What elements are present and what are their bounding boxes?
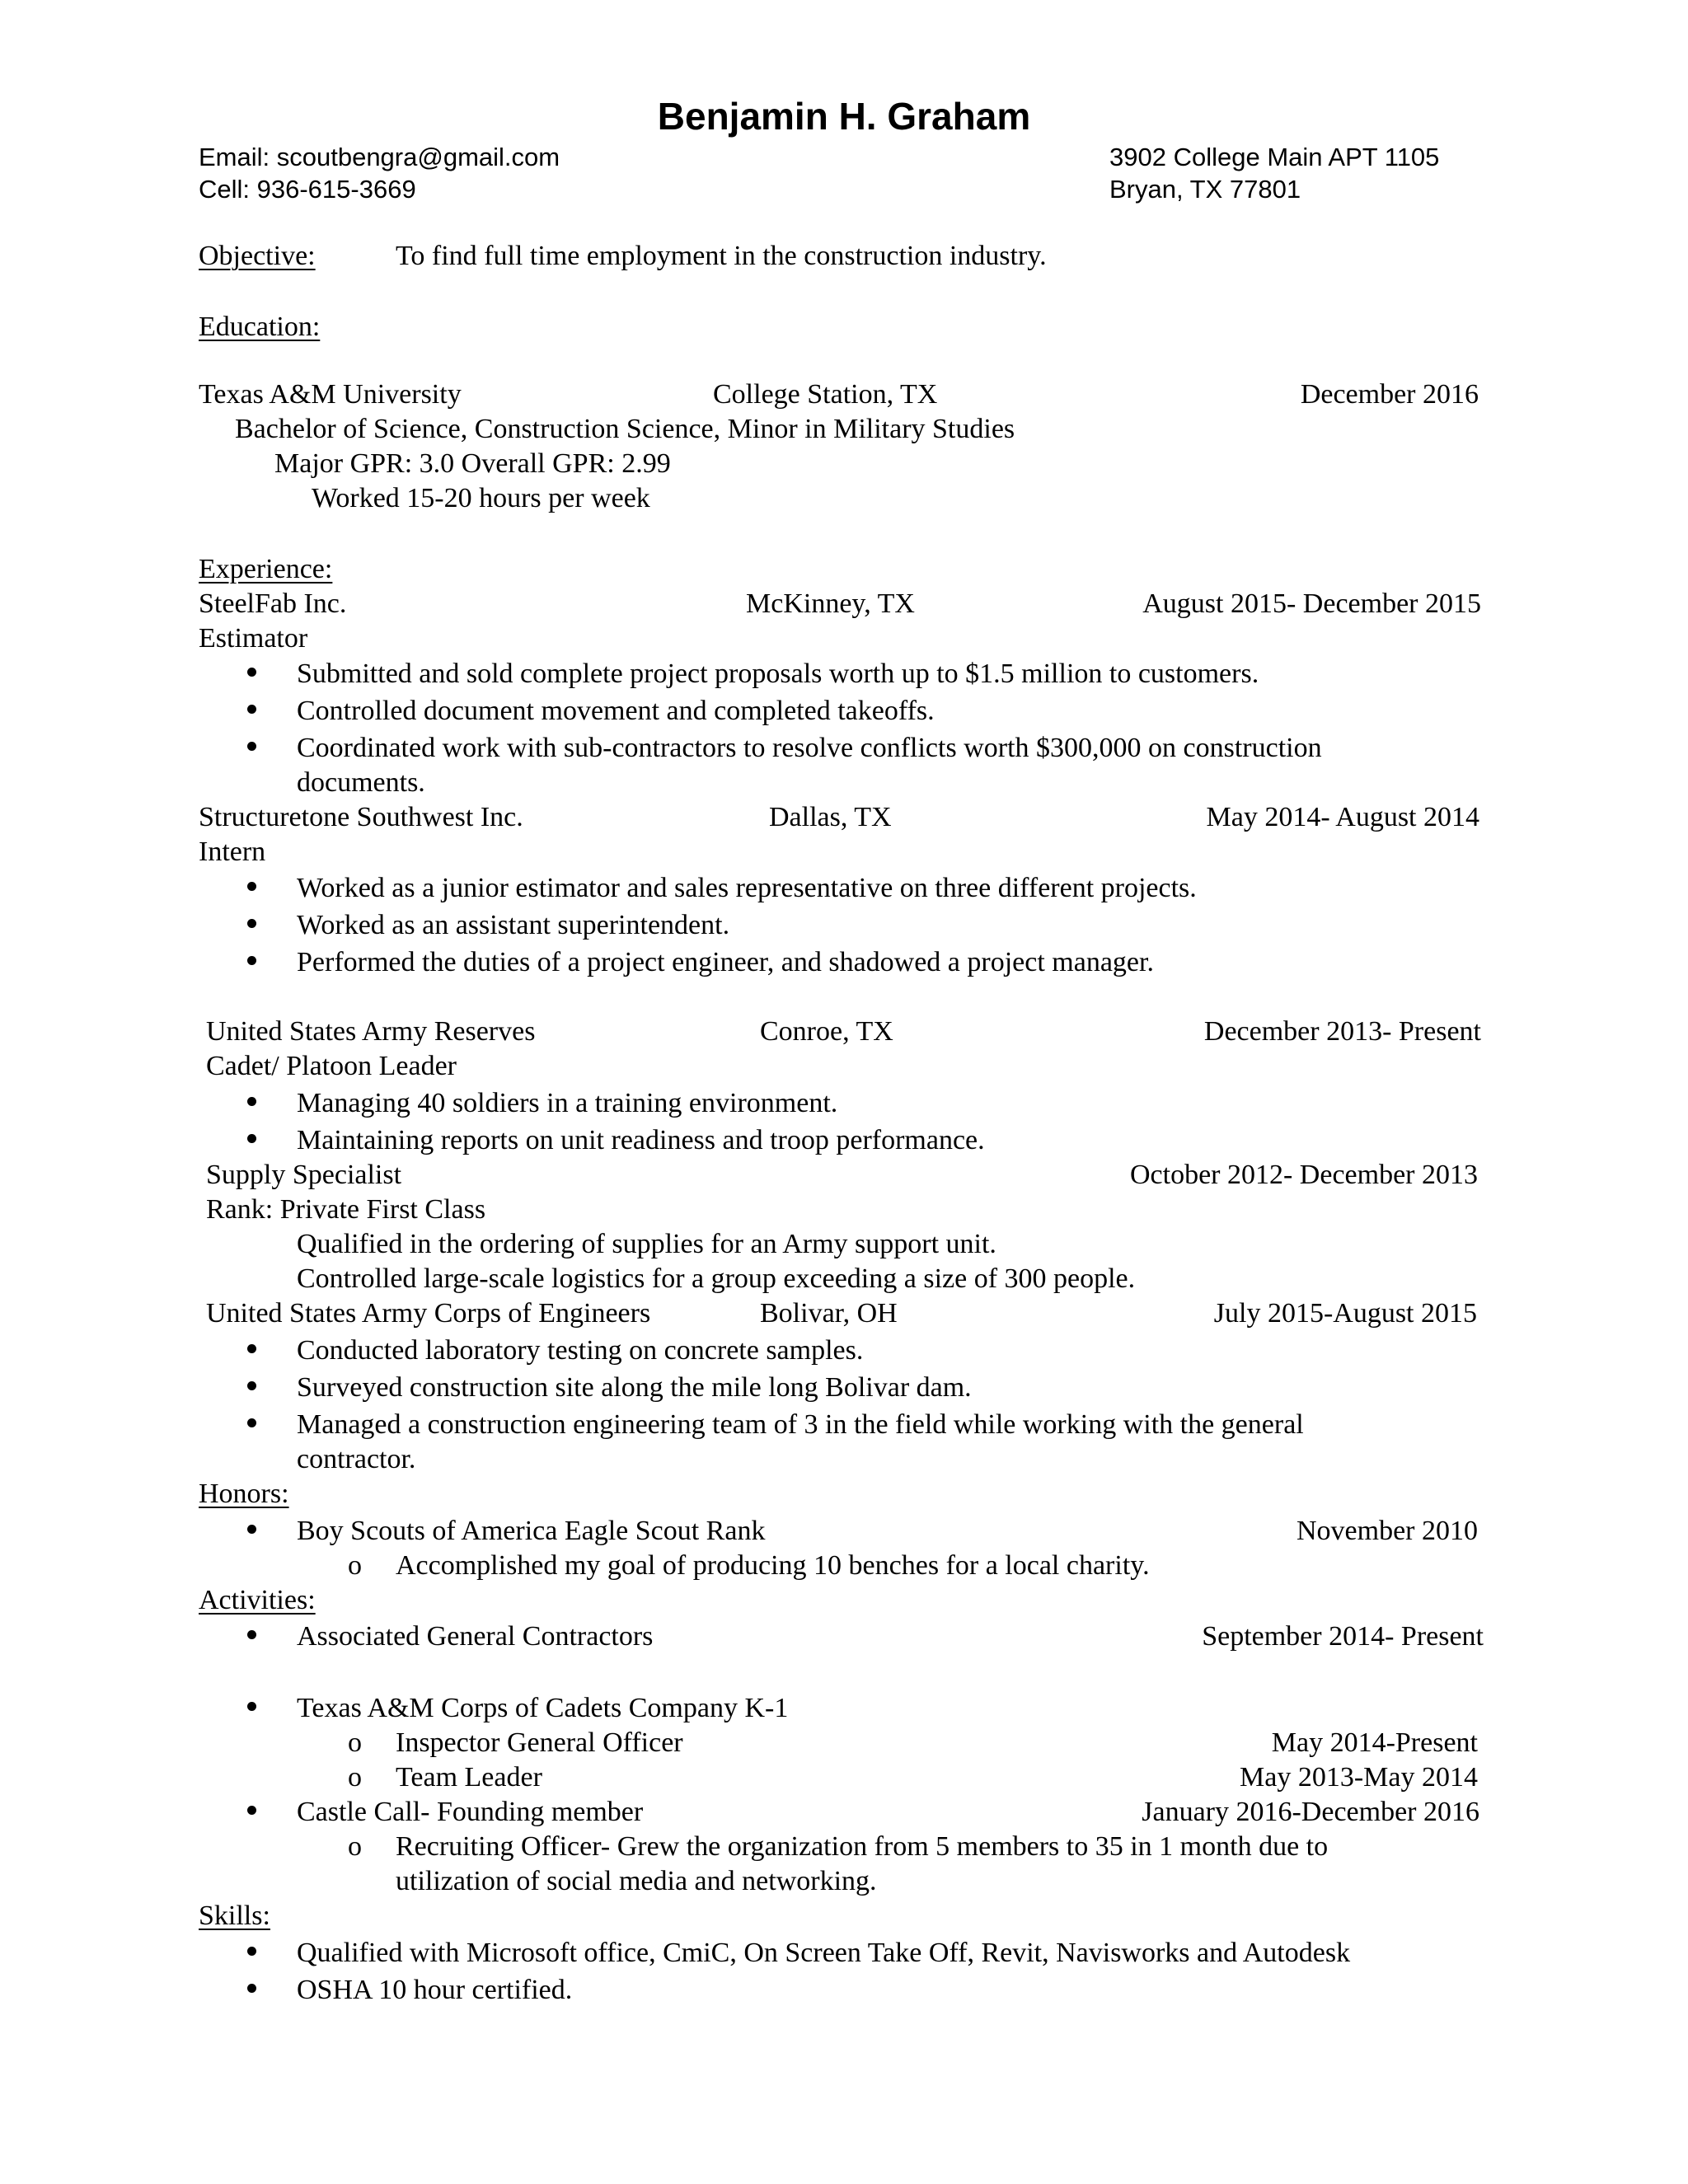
activities-heading: Activities:	[199, 1585, 316, 1615]
job-bullet: Controlled document movement and completed takeoffs.	[297, 696, 935, 726]
job-bullet: Maintaining reports on unit readiness and troop performance.	[297, 1125, 985, 1155]
job-bullet: Performed the duties of a project engineer, and shadowed a project manager.	[297, 947, 1154, 977]
job-title: Intern	[199, 837, 266, 867]
sub-bullet-icon: o	[348, 1727, 362, 1758]
job-date: December 2013- Present	[1203, 1016, 1481, 1047]
job-title: Rank: Private First Class	[206, 1194, 486, 1225]
activity-sub-item: Recruiting Officer- Grew the organization from 5 members to 35 in 1 month due to	[396, 1831, 1329, 1862]
job-bullet-continuation: documents.	[297, 767, 425, 798]
job-bullet: Worked as an assistant superintendent.	[297, 910, 730, 940]
activity-sub-item: Inspector General Officer	[396, 1727, 683, 1758]
education-school: Texas A&M University	[199, 379, 462, 410]
objective-text: To find full time employment in the construction industry.	[396, 241, 1047, 271]
honor-date: November 2010	[1296, 1516, 1478, 1546]
job-date: July 2015-August 2015	[1213, 1298, 1477, 1329]
job-location: Dallas, TX	[769, 802, 892, 832]
job-org: United States Army Reserves	[206, 1016, 536, 1047]
job-bullet: Managed a construction engineering team of 3 in the field while working with the general	[297, 1409, 1304, 1440]
address-line-2: Bryan, TX 77801	[1109, 175, 1301, 204]
job-bullet: Worked as a junior estimator and sales representative on three different projects.	[297, 873, 1197, 903]
job-org: United States Army Corps of Engineers	[206, 1298, 651, 1329]
job-location: McKinney, TX	[746, 588, 915, 619]
job-detail-line: Qualified in the ordering of supplies for an Army support unit.	[297, 1229, 996, 1259]
activity-sub-date: May 2014-Present	[1271, 1727, 1478, 1758]
job-org: SteelFab Inc.	[199, 588, 347, 619]
education-degree: Bachelor of Science, Construction Science, Minor in Military Studies	[235, 414, 1015, 444]
bullet-icon	[247, 705, 256, 714]
bullet-icon	[247, 668, 256, 677]
education-location: College Station, TX	[713, 379, 938, 410]
bullet-icon	[247, 1984, 256, 1993]
sub-bullet-icon: o	[348, 1550, 362, 1581]
job-org: Supply Specialist	[206, 1160, 402, 1190]
activity-item: Castle Call- Founding member	[297, 1797, 644, 1827]
bullet-icon	[247, 919, 256, 928]
education-work: Worked 15-20 hours per week	[312, 483, 650, 513]
bullet-icon	[247, 1418, 256, 1427]
bullet-icon	[247, 1702, 256, 1711]
job-location: Bolivar, OH	[760, 1298, 898, 1329]
job-org: Structuretone Southwest Inc.	[199, 802, 523, 832]
activity-date: September 2014- Present	[1202, 1621, 1484, 1652]
bullet-icon	[247, 882, 256, 891]
bullet-icon	[247, 742, 256, 751]
bullet-icon	[247, 1344, 256, 1353]
sub-bullet-icon: o	[348, 1831, 362, 1862]
honor-sub-item: Accomplished my goal of producing 10 benches for a local charity.	[396, 1550, 1150, 1581]
honors-heading: Honors:	[199, 1479, 289, 1509]
job-detail-line: Controlled large-scale logistics for a group exceeding a size of 300 people.	[297, 1263, 1136, 1294]
job-location: Conroe, TX	[760, 1016, 893, 1047]
bullet-icon	[247, 1134, 256, 1143]
activity-sub-date: May 2013-May 2014	[1240, 1762, 1478, 1793]
skills-heading: Skills:	[199, 1900, 270, 1931]
activity-item: Associated General Contractors	[297, 1621, 654, 1652]
bullet-icon	[247, 1525, 256, 1534]
skill-item: OSHA 10 hour certified.	[297, 1975, 573, 2005]
job-bullet: Conducted laboratory testing on concrete samples.	[297, 1335, 864, 1366]
honor-item: Boy Scouts of America Eagle Scout Rank	[297, 1516, 766, 1546]
bullet-icon	[247, 1381, 256, 1390]
experience-heading: Experience:	[199, 554, 333, 584]
activity-date: January 2016-December 2016	[1142, 1797, 1479, 1827]
bullet-icon	[247, 1097, 256, 1106]
job-date: October 2012- December 2013	[1129, 1160, 1478, 1190]
job-title: Cadet/ Platoon Leader	[206, 1051, 457, 1081]
bullet-icon	[247, 1806, 256, 1815]
sub-bullet-icon: o	[348, 1762, 362, 1793]
email-line: Email: scoutbengra@gmail.com	[199, 143, 560, 171]
bullet-icon	[247, 1947, 256, 1956]
job-date: August 2015- December 2015	[1142, 588, 1481, 619]
job-bullet: Coordinated work with sub-contractors to resolve conflicts worth $300,000 on construction	[297, 733, 1322, 763]
bullet-icon	[247, 1630, 256, 1639]
job-title: Estimator	[199, 623, 308, 654]
address-line-1: 3902 College Main APT 1105	[1109, 143, 1440, 171]
activity-sub-item: Team Leader	[396, 1762, 542, 1793]
skill-item: Qualified with Microsoft office, CmiC, On Screen Take Off, Revit, Navisworks and Autodesk	[297, 1938, 1351, 1968]
job-bullet: Managing 40 soldiers in a training environment.	[297, 1088, 838, 1118]
job-bullet: Submitted and sold complete project proposals worth up to $1.5 million to customers.	[297, 658, 1259, 689]
objective-heading: Objective:	[199, 241, 316, 271]
bullet-icon	[247, 956, 256, 965]
education-heading: Education:	[199, 312, 321, 342]
job-bullet-continuation: contractor.	[297, 1444, 416, 1474]
job-bullet: Surveyed construction site along the mile long Bolivar dam.	[297, 1372, 972, 1403]
activity-item: Texas A&M Corps of Cadets Company K-1	[297, 1693, 789, 1723]
education-gpa: Major GPR: 3.0 Overall GPR: 2.99	[274, 448, 671, 479]
education-date: December 2016	[1300, 379, 1479, 410]
activity-sub-item-continuation: utilization of social media and networking.	[396, 1866, 877, 1896]
candidate-name: Benjamin H. Graham	[657, 95, 1031, 138]
job-date: May 2014- August 2014	[1206, 802, 1479, 832]
cell-line: Cell: 936-615-3669	[199, 175, 416, 204]
